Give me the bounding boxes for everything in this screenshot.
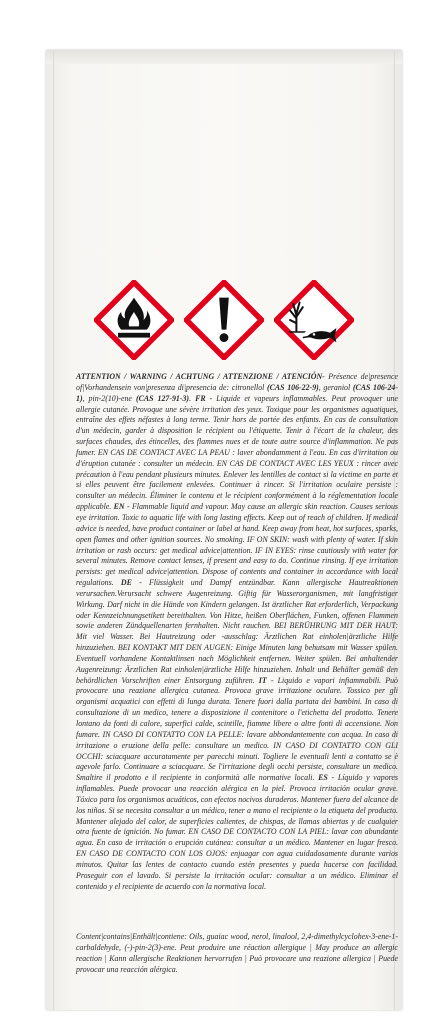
text-de: - Flüssigkeit und Dampf entzündbar. Kann allergische Hautreaktionen verursachen.Verursacht schwere Augenreizung. Giftig für Wasserorganismen, mit langfristiger Wirkung. Darf nicht in die Hände von Kindern gelangen. Ist ärztlicher Rat erforderlich, Verpackung oder Kennzeichnungsetikett bereithalten. Von Hitze, heißen Oberflächen, Funken, offenen Flammen sowie anderen Zündquellenarten fernhalten. Nicht rauchen. BEI BERÜHRUNG MIT DER HAUT: Mit viel Wasser. Bei Hautreizung oder -ausschlag: Ärztlichen Rat einholen|ärztliche Hilfe hinzuziehen. BEI KONTAKT MIT DEN AUGEN: Einige Minuten lang behutsam mit Wasser spülen. Eventuell vorhandene Kontaktlinsen nach Möglichkeit entfernen. Weiter spülen. Bei anhaltender Augenreizung: Ärztlichen Rat einholen|ärztliche Hilfe hinzuziehen. Inhalt und Behälter gemäß den behördlichen Vorschriften einer Entsorgung zuführen.: [76, 578, 398, 685]
text-en: - Flammable liquid and vapour. May cause an allergic skin reaction. Causes serious eye irritation. Toxic to aquatic life with long lasting effects. Keep out of reach of children. If medical advice is needed, have product container or label at hand. Keep away from heat, hot surfaces, sparks, open flames and other ignition sources. No smoking. IF ON SKIN: wash with plenty of water. If skin irritation or rash occurs: get medical advice|attention. IF IN EYES: rinse cautiously with water for several minutes. Remove contact lenses, if present and easy to do. Continue rinsing. If eye irritation persists: get medical advice|attention. Dispose of contents and container in accordance with local regulations.: [76, 502, 398, 588]
presence-text-3: , pin-2(10)-ene: [82, 393, 132, 403]
box-edge-left: [53, 50, 54, 1010]
ingredients-list: Content|contains|Enthält|contiene: Oils, guaiac wood, nerol, linalool, 2,4-dimethylcyclohex-3-ene-1-carbaldehyde, (-)-pin-2(3)-ene. Peut produire une réaction allergique | May produce an allergic reaction | Kann allergische Reaktionen hervorrufen | Può provocare una reazione allergica | Puede provocar una reacción alérgica.: [76, 932, 398, 974]
cas-number-2: (CAS 106-24-1): [76, 382, 398, 403]
warning-heading: ATTENTION / WARNING / ACHTUNG / ATTENZIONE / ATENCIÓN: [76, 372, 323, 381]
lang-tag-fr: FR: [195, 393, 206, 403]
flame-icon: [94, 280, 174, 360]
exclamation-mark-icon: [184, 280, 264, 360]
product-box: [46, 50, 402, 1010]
text-it: - Liquido e vapori infiammabili. Può provocare una reazione allergica cutanea. Provoca grave irritazione oculare. Tossico per gli organismi acquatici con effetti di lunga durata. Tenere fuori dalla portata dei bambini. In caso di consultazione di un medico, tenere a disposizione il contenitore o l'etichetta del prodotto. Tenere lontano da fonti di calore, superfici calde, scintille, fiamme libere o altre fonti di accensione. Non fumare. IN CASO DI CONTATTO CON LA PELLE: lavare abbondantemente con acqua. In caso di irritazione o eruzione della pelle: consultare un medico. IN CASO DI CONTATTO CON GLI OCCHI: sciacquare accuratamente per parecchi minuti. Togliere le eventuali lenti a contatto se è agevole farlo. Continuare a sciacquare. Se l'irritazione degli occhi persiste, consultare un medico. Smaltire il prodotto e il recipiente in conformità alle normative locali.: [76, 675, 398, 783]
box-top-flap: [46, 50, 402, 64]
presence-text-4: .: [189, 393, 192, 403]
presence-text: - Présence de|presence of|Vorhandensein von|presenza di|presencia de: citronellol: [76, 372, 399, 392]
lang-tag-de: DE: [120, 578, 132, 588]
lang-tag-it: IT: [258, 675, 267, 685]
hazard-paragraph: [76, 372, 398, 893]
presence-text-2: , geraniol: [318, 382, 351, 392]
cas-number-3: (CAS 127-91-3): [135, 393, 190, 403]
environment-hazard-icon: [274, 280, 354, 360]
lang-tag-es: ES: [318, 773, 328, 783]
text-fr: - Liquide et vapeurs inflammables. Peut provoquer une allergie cutanée. Provoque une sévère irritation des yeux. Toxique pour les organismes aquatiques, entraîne des effets néfastes à long terme. Tenir hors de portée des enfants. En cas de consultation d'un médecin, garder à disposition le récipient ou l'étiquette. Tenir à l'écart de la chaleur, des surfaces chaudes, des étincelles, des flammes nues et de toute autre source d'inflammation. Ne pas fumer. EN CAS DE CONTACT AVEC LA PEAU : laver abondamment à l'eau. En cas d'irritation ou d'éruption cutanée : consulter un médecin. EN CAS DE CONTACT AVEC LES YEUX : rincer avec précaution à l'eau pendant plusieurs minutes. Enlever les lentilles de contact si la victime en porte et si elles peuvent être facilement enlevées. Continuer à rincer. Si l'irritation oculaire persiste : consulter un médecin. Éliminer le contenu et le récipient conformément à la réglementation locale applicable.: [76, 393, 398, 512]
lang-tag-en: EN: [113, 502, 125, 512]
hazard-pictograms: [46, 280, 402, 360]
text-es: - Líquido y vapores inflamables. Puede provocar una reacción alérgica en la piel. Provoca irritación ocular grave. Tóxico para los organismos acuáticos, con efectos nocivos duraderos. Mantener fuera del alcance de los niños. Si se necesita consultar a un médico, tener a mano el recipiente o la etiqueta del producto. Mantener alejado del calor, de superficies calientes, de chispas, de llamas abiertas y de cualquier otra fuente de ignición. No fumar. EN CASO DE CONTACTO CON LA PIEL: lavar con abundante agua. En caso de irritación o erupción cutánea: consultar a un médico. Mantener en lugar fresco. EN CASO DE CONTACTO CON LOS OJOS: enjuagar con agua cuidadosamente durante varios minutos. Quitar las lentes de contacto cuando estén presentes y pueda hacerse con facilidad. Proseguir con el lavado. Si persiste la irritación ocular: consultar a un médico. Eliminar el contenido y el recipiente de acuerdo con la normativa local.: [76, 773, 399, 891]
cas-number-1: (CAS 106-22-9): [267, 382, 319, 392]
hazard-label-text: [76, 372, 398, 893]
